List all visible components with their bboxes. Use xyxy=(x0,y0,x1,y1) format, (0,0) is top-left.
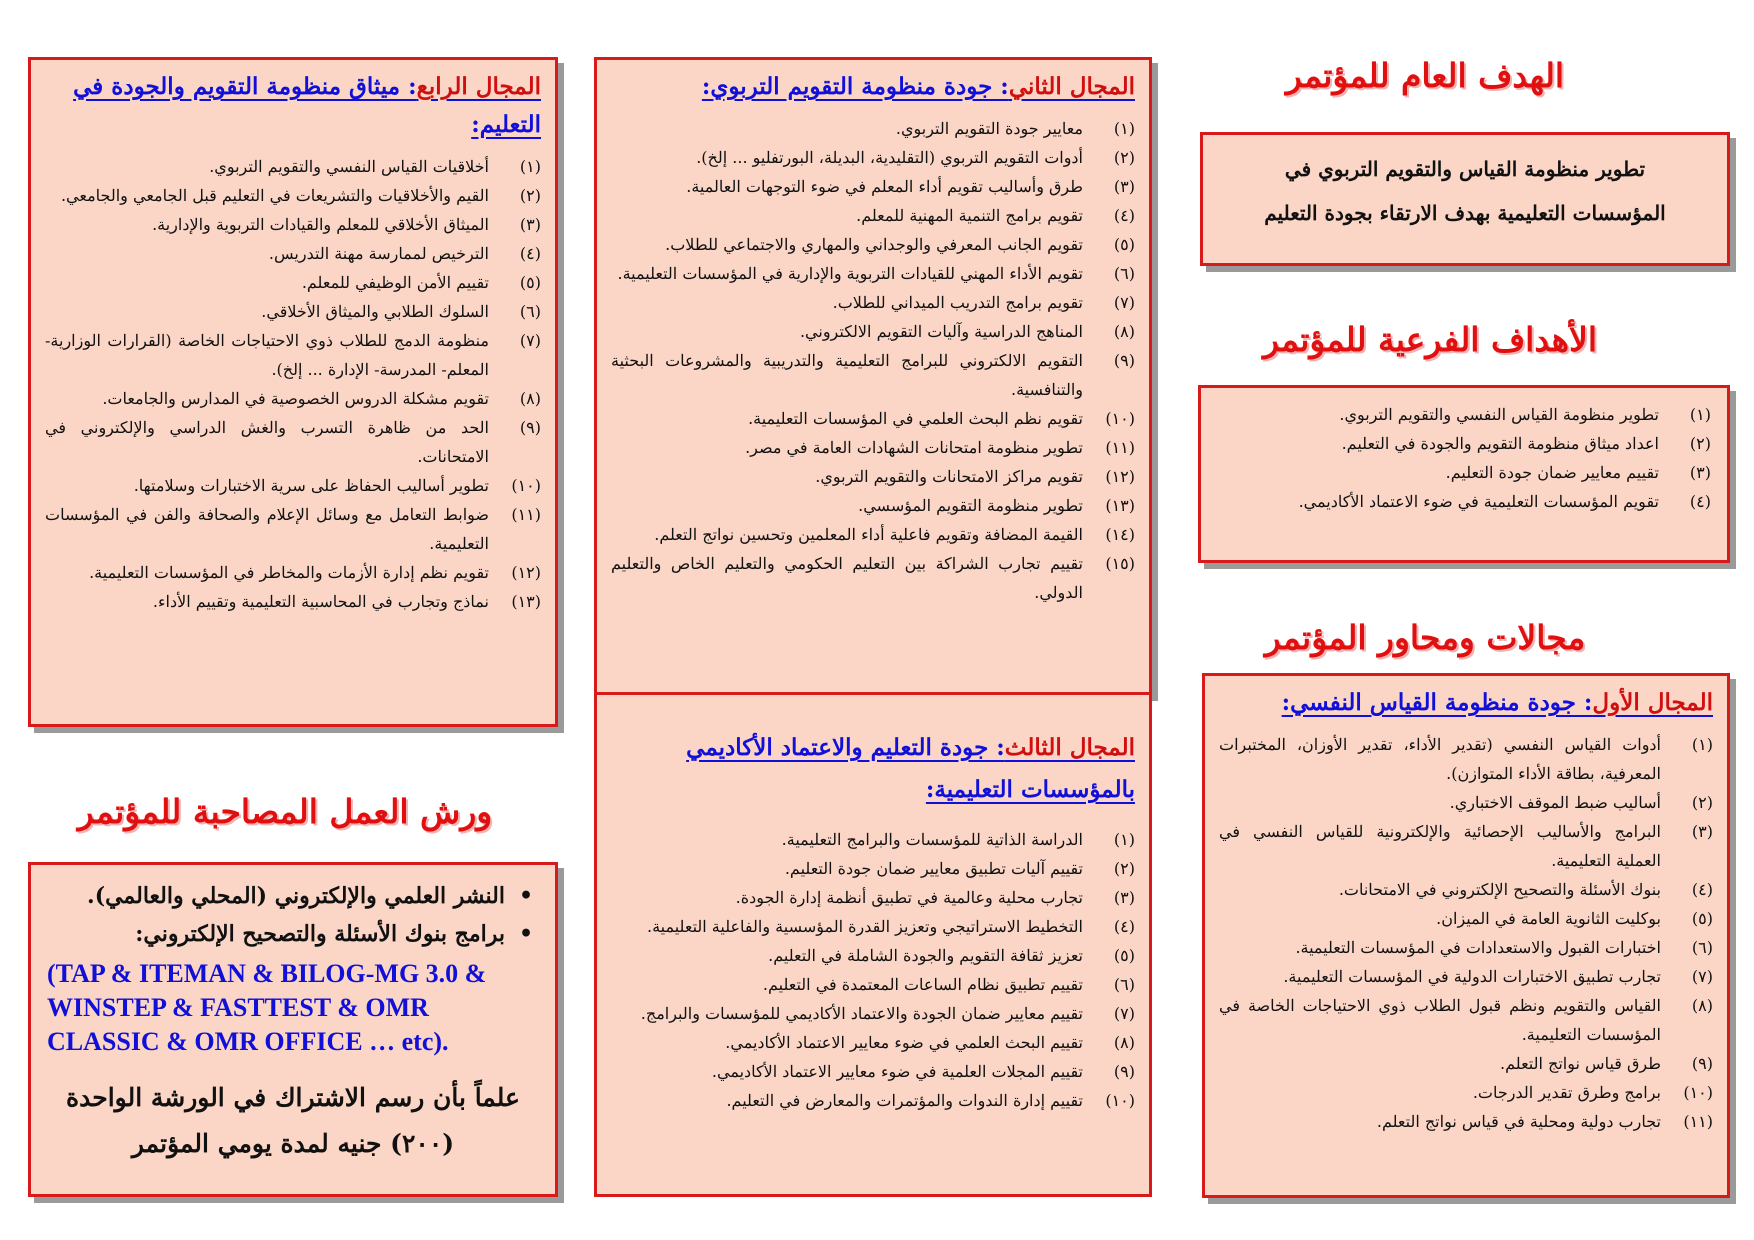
sub-goal-item xyxy=(1217,429,1711,458)
domain1-title-text: : جودة منظومة القياس النفسي: xyxy=(1281,689,1593,716)
domain4-item xyxy=(45,558,541,587)
domain3-item xyxy=(611,1028,1135,1057)
item-number: (٨) xyxy=(1113,322,1135,341)
domain2-item xyxy=(611,433,1135,462)
workshop-fee-line1: علماً بأن رسم الاشتراك في الورشة الواحدة xyxy=(66,1083,520,1112)
item-text: بنوك الأسئلة والتصحيح الإلكتروني في الامتحانات. xyxy=(1338,880,1661,899)
item-text: تطوير منظومة التقويم المؤسسي. xyxy=(858,496,1083,515)
item-text: تقييم تجارب الشراكة بين التعليم الحكومي والتعليم الخاص والتعليم الدولي. xyxy=(611,554,1083,602)
domain4-item xyxy=(45,181,541,210)
domain2-list xyxy=(611,114,1135,607)
domain2-item xyxy=(611,520,1135,549)
item-number: (٥) xyxy=(1691,909,1713,928)
item-text: أساليب ضبط الموقف الاختباري. xyxy=(1449,793,1661,812)
domain2-item xyxy=(611,346,1135,404)
workshops-panel xyxy=(28,862,558,1197)
domain1-panel xyxy=(1202,673,1730,1198)
item-text: الحد من ظاهرة التسرب والغش الدراسي والإلكتروني في الامتحانات. xyxy=(45,418,489,466)
item-text: منظومة الدمج للطلاب ذوي الاحتياجات الخاصة (القرارات الوزارية- المعلم- المدرسة- الإدارة ... إلخ). xyxy=(45,331,489,379)
item-text: تقييم الأمن الوظيفي للمعلم. xyxy=(301,273,489,292)
domain2-item xyxy=(611,491,1135,520)
item-text: تقييم المجلات العلمية في ضوء معايير الاعتماد الأكاديمي. xyxy=(711,1062,1083,1081)
domains-heading: مجالات ومحاور المؤتمر xyxy=(1264,618,1586,657)
item-number: (١٠) xyxy=(511,476,541,495)
item-number: (٤) xyxy=(1113,917,1135,936)
domain4-item xyxy=(45,210,541,239)
domain4-item xyxy=(45,384,541,413)
domain3-item xyxy=(611,825,1135,854)
item-text: القياس والتقويم ونظم قبول الطلاب ذوي الاحتياجات الخاصة في المؤسسات التعليمية. xyxy=(1219,996,1661,1044)
item-text: المناهج الدراسية وآليات التقويم الالكتروني. xyxy=(799,322,1083,341)
item-text: تطوير أساليب الحفاظ على سرية الاختبارات وسلامتها. xyxy=(133,476,489,495)
item-number: (٥) xyxy=(519,273,541,292)
domain1-item xyxy=(1219,1107,1713,1136)
item-number: (٤) xyxy=(519,244,541,263)
domain2-item xyxy=(611,259,1135,288)
domain1-item xyxy=(1219,933,1713,962)
domain2-item xyxy=(611,317,1135,346)
item-number: (٢) xyxy=(1691,793,1713,812)
workshop-bullet-question-banks: • برامج بنوك الأسئلة والتصحيح الإلكتروني: xyxy=(47,915,539,953)
item-number: (٣) xyxy=(1689,463,1711,482)
item-number: (٦) xyxy=(1113,975,1135,994)
item-text: الترخيص لممارسة مهنة التدريس. xyxy=(268,244,489,263)
item-text: تجارب دولية ومحلية في قياس نواتج التعلم. xyxy=(1376,1112,1661,1131)
item-text: تطوير منظومة امتحانات الشهادات العامة في مصر. xyxy=(745,438,1083,457)
domain4-list xyxy=(45,152,541,616)
item-text: تطوير منظومة القياس النفسي والتقويم التربوي. xyxy=(1339,405,1659,424)
domain1-title xyxy=(1219,684,1713,722)
item-number: (١٤) xyxy=(1105,525,1135,544)
domain2-title xyxy=(611,68,1135,106)
item-number: (٣) xyxy=(1113,177,1135,196)
domain2-item xyxy=(611,549,1135,607)
item-number: (٣) xyxy=(1113,888,1135,907)
item-text: اختبارات القبول والاستعدادات في المؤسسات التعليمية. xyxy=(1295,938,1661,957)
item-text: أدوات التقويم التربوي (التقليدية، البديلة، البورتفليو ... إلخ). xyxy=(696,148,1083,167)
item-text: أخلاقيات القياس النفسي والتقويم التربوي. xyxy=(209,157,489,176)
domain4-item xyxy=(45,297,541,326)
item-text: تقييم آليات تطبيق معايير ضمان جودة التعليم. xyxy=(784,859,1083,878)
domain2-item xyxy=(611,404,1135,433)
item-number: (٦) xyxy=(1113,264,1135,283)
item-number: (٩) xyxy=(519,418,541,437)
item-text: اعداد ميثاق منظومة التقويم والجودة في التعليم. xyxy=(1341,434,1659,453)
domain2-item xyxy=(611,462,1135,491)
domain4-item xyxy=(45,500,541,558)
domain3-title-text: : جودة التعليم والاعتماد الأكاديمي بالمؤسسات التعليمية: xyxy=(686,734,1135,803)
item-text: التقويم الالكتروني للبرامج التعليمية والتدريبية والمشروعات البحثية والتنافسية. xyxy=(611,351,1083,399)
domain1-item xyxy=(1219,991,1713,1049)
domain4-title-text: : ميثاق منظومة التقويم والجودة في التعليم: xyxy=(73,73,541,138)
general-goal-line1: تطوير منظومة القياس والتقويم التربوي في xyxy=(1284,157,1646,181)
domain3-item xyxy=(611,999,1135,1028)
domain4-item xyxy=(45,268,541,297)
workshop-fee-note xyxy=(47,1075,539,1167)
item-number: (٤) xyxy=(1691,880,1713,899)
item-text: الدراسة الذاتية للمؤسسات والبرامج التعليمية. xyxy=(781,830,1083,849)
item-text: تعزيز ثقافة التقويم والجودة الشاملة في التعليم. xyxy=(768,946,1083,965)
item-text: طرق قياس نواتج التعلم. xyxy=(1500,1054,1661,1073)
workshop-fee-line2: (٢٠٠) جنيه لمدة يومي المؤتمر xyxy=(131,1129,455,1158)
item-text: أدوات القياس النفسي (تقدير الأداء، تقدير الأوزان، المختبرات المعرفية، بطاقة الأداء المتوازن). xyxy=(1219,735,1661,783)
sub-goals-list xyxy=(1217,400,1711,516)
item-text: ضوابط التعامل مع وسائل الإعلام والصحافة والفن في المؤسسات التعليمية. xyxy=(45,505,489,553)
item-number: (٦) xyxy=(519,302,541,321)
item-number: (٢) xyxy=(1113,859,1135,878)
sub-goal-item xyxy=(1217,487,1711,516)
domain1-item xyxy=(1219,904,1713,933)
item-number: (١١) xyxy=(1683,1112,1713,1131)
item-text: تقويم نظم البحث العلمي في المؤسسات التعليمية. xyxy=(748,409,1083,428)
item-text: تقويم الأداء المهني للقيادات التربوية والإدارية في المؤسسات التعليمية. xyxy=(617,264,1083,283)
item-number: (٥) xyxy=(1113,235,1135,254)
domain1-item xyxy=(1219,730,1713,788)
domain2-item xyxy=(611,288,1135,317)
item-text: تقويم برامج التنمية المهنية للمعلم. xyxy=(856,206,1083,225)
item-number: (٧) xyxy=(1691,967,1713,986)
item-number: (٢) xyxy=(1113,148,1135,167)
item-text: السلوك الطلابي والميثاق الأخلاقي. xyxy=(261,302,489,321)
item-number: (١٥) xyxy=(1105,554,1135,573)
item-text: نماذج وتجارب في المحاسبية التعليمية وتقييم الأداء. xyxy=(152,592,489,611)
item-number: (٢) xyxy=(1689,434,1711,453)
domain2-panel xyxy=(594,57,1152,695)
general-goal-line2: المؤسسات التعليمية بهدف الارتقاء بجودة التعليم xyxy=(1264,201,1666,225)
workshops-heading: ورش العمل المصاحبة للمؤتمر xyxy=(77,792,493,831)
item-text: الميثاق الأخلاقي للمعلم والقيادات التربوية والإدارية. xyxy=(152,215,489,234)
general-goal-heading: الهدف العام للمؤتمر xyxy=(1285,56,1565,95)
domain3-item xyxy=(611,1057,1135,1086)
item-number: (٧) xyxy=(1113,1004,1135,1023)
domain2-item xyxy=(611,172,1135,201)
domain3-list xyxy=(611,825,1135,1115)
item-number: (٩) xyxy=(1691,1054,1713,1073)
domain3-item xyxy=(611,912,1135,941)
domain1-item xyxy=(1219,962,1713,991)
domain2-item xyxy=(611,114,1135,143)
sub-goal-item xyxy=(1217,458,1711,487)
domain3-item xyxy=(611,970,1135,999)
item-number: (٧) xyxy=(1113,293,1135,312)
domain1-list xyxy=(1219,730,1713,1136)
general-goal-panel xyxy=(1200,132,1730,266)
item-text: القيم والأخلاقيات والتشريعات في التعليم قبل الجامعي والجامعي. xyxy=(60,186,489,205)
item-number: (٨) xyxy=(1691,996,1713,1015)
item-text: طرق وأساليب تقويم أداء المعلم في ضوء التوجهات العالمية. xyxy=(686,177,1083,196)
domain1-item xyxy=(1219,1049,1713,1078)
domain3-item xyxy=(611,883,1135,912)
item-text: القيمة المضافة وتقويم فاعلية أداء المعلمين وتحسين نواتج التعلم. xyxy=(654,525,1083,544)
domain3-item xyxy=(611,1086,1135,1115)
workshop-software-list: (TAP & ITEMAN & BILOG-MG 3.0 & WINSTEP & FASTTEST & OMR CLASSIC & OMR OFFICE … etc). xyxy=(47,959,487,1056)
sub-goal-item xyxy=(1217,400,1711,429)
item-text: تقويم نظم إدارة الأزمات والمخاطر في المؤسسات التعليمية. xyxy=(89,563,489,582)
domain4-item xyxy=(45,413,541,471)
sub-goals-heading: الأهداف الفرعية للمؤتمر xyxy=(1262,320,1598,359)
item-text: التخطيط الاستراتيجي وتعزيز القدرة المؤسسية والفاعلية التعليمية. xyxy=(646,917,1083,936)
domain3-item xyxy=(611,941,1135,970)
domain4-item xyxy=(45,326,541,384)
item-text: تقييم معايير ضمان جودة التعليم. xyxy=(1445,463,1659,482)
item-number: (٧) xyxy=(519,331,541,350)
item-text: تقييم معايير ضمان الجودة والاعتماد الأكاديمي للمؤسسات والبرامج. xyxy=(640,1004,1083,1023)
item-number: (٤) xyxy=(1113,206,1135,225)
item-text: تقييم البحث العلمي في ضوء معايير الاعتماد الأكاديمي. xyxy=(725,1033,1083,1052)
domain4-title xyxy=(45,68,541,144)
domain3-title xyxy=(611,727,1135,811)
domain1-item xyxy=(1219,1078,1713,1107)
item-number: (٩) xyxy=(1113,1062,1135,1081)
item-text: تقويم برامج التدريب الميداني للطلاب. xyxy=(832,293,1083,312)
domain4-panel xyxy=(28,57,558,727)
item-number: (١٣) xyxy=(1105,496,1135,515)
item-number: (٨) xyxy=(519,389,541,408)
domain1-item xyxy=(1219,817,1713,875)
domain3-item xyxy=(611,854,1135,883)
domain2-item xyxy=(611,143,1135,172)
item-number: (٥) xyxy=(1113,946,1135,965)
item-text: تقويم الجانب المعرفي والوجداني والمهاري والاجتماعي للطلاب. xyxy=(665,235,1083,254)
item-number: (١) xyxy=(519,157,541,176)
item-text: تقويم مشكلة الدروس الخصوصية في المدارس والجامعات. xyxy=(102,389,489,408)
item-number: (١٢) xyxy=(511,563,541,582)
item-number: (١) xyxy=(1689,405,1711,424)
item-number: (١٠) xyxy=(1105,409,1135,428)
domain4-item xyxy=(45,239,541,268)
domain4-item xyxy=(45,587,541,616)
item-number: (١) xyxy=(1113,119,1135,138)
item-number: (٣) xyxy=(1691,822,1713,841)
item-number: (٩) xyxy=(1113,351,1135,370)
item-number: (١١) xyxy=(1105,438,1135,457)
item-number: (٦) xyxy=(1691,938,1713,957)
item-number: (٣) xyxy=(519,215,541,234)
item-text: تقويم مراكز الامتحانات والتقويم التربوي. xyxy=(815,467,1083,486)
domain4-prefix: المجال الرابع xyxy=(416,73,541,100)
item-text: تجارب محلية وعالمية في تطبيق أنظمة إدارة الجودة. xyxy=(735,888,1083,907)
item-number: (٢) xyxy=(519,186,541,205)
domain4-item xyxy=(45,471,541,500)
item-text: تقييم تطبيق نظام الساعات المعتمدة في التعليم. xyxy=(762,975,1083,994)
item-number: (٨) xyxy=(1113,1033,1135,1052)
domain3-panel xyxy=(594,695,1152,1197)
item-number: (١٠) xyxy=(1105,1091,1135,1110)
domain1-item xyxy=(1219,875,1713,904)
item-text: معايير جودة التقويم التربوي. xyxy=(895,119,1083,138)
domain1-item xyxy=(1219,788,1713,817)
domain1-prefix: المجال الأول xyxy=(1592,689,1713,716)
item-text: تقويم المؤسسات التعليمية في ضوء الاعتماد الأكاديمي. xyxy=(1298,492,1659,511)
item-number: (١) xyxy=(1113,830,1135,849)
domain2-title-text: : جودة منظومة التقويم التربوي: xyxy=(701,73,1009,100)
domain3-prefix: المجال الثالث xyxy=(1004,734,1135,761)
domain2-item xyxy=(611,201,1135,230)
domain2-prefix: المجال الثاني xyxy=(1008,73,1135,100)
item-number: (١٢) xyxy=(1105,467,1135,486)
item-number: (١١) xyxy=(511,505,541,524)
domain2-item xyxy=(611,230,1135,259)
item-text: البرامج والأساليب الإحصائية والإلكترونية للقياس النفسي في العملية التعليمية. xyxy=(1219,822,1661,870)
domain4-item xyxy=(45,152,541,181)
item-text: بوكليت الثانوية العامة في الميزان. xyxy=(1436,909,1661,928)
item-number: (٤) xyxy=(1689,492,1711,511)
item-number: (١٣) xyxy=(511,592,541,611)
item-number: (١٠) xyxy=(1683,1083,1713,1102)
item-number: (١) xyxy=(1691,735,1713,754)
item-text: تجارب تطبيق الاختبارات الدولية في المؤسسات التعليمية. xyxy=(1283,967,1661,986)
item-text: تقييم إدارة الندوات والمؤتمرات والمعارض في التعليم. xyxy=(726,1091,1083,1110)
workshop-bullet-publishing: • النشر العلمي والإلكتروني (المحلي والعالمي). xyxy=(47,877,539,915)
sub-goals-panel xyxy=(1198,385,1730,563)
item-text: برامج وطرق تقدير الدرجات. xyxy=(1472,1083,1661,1102)
